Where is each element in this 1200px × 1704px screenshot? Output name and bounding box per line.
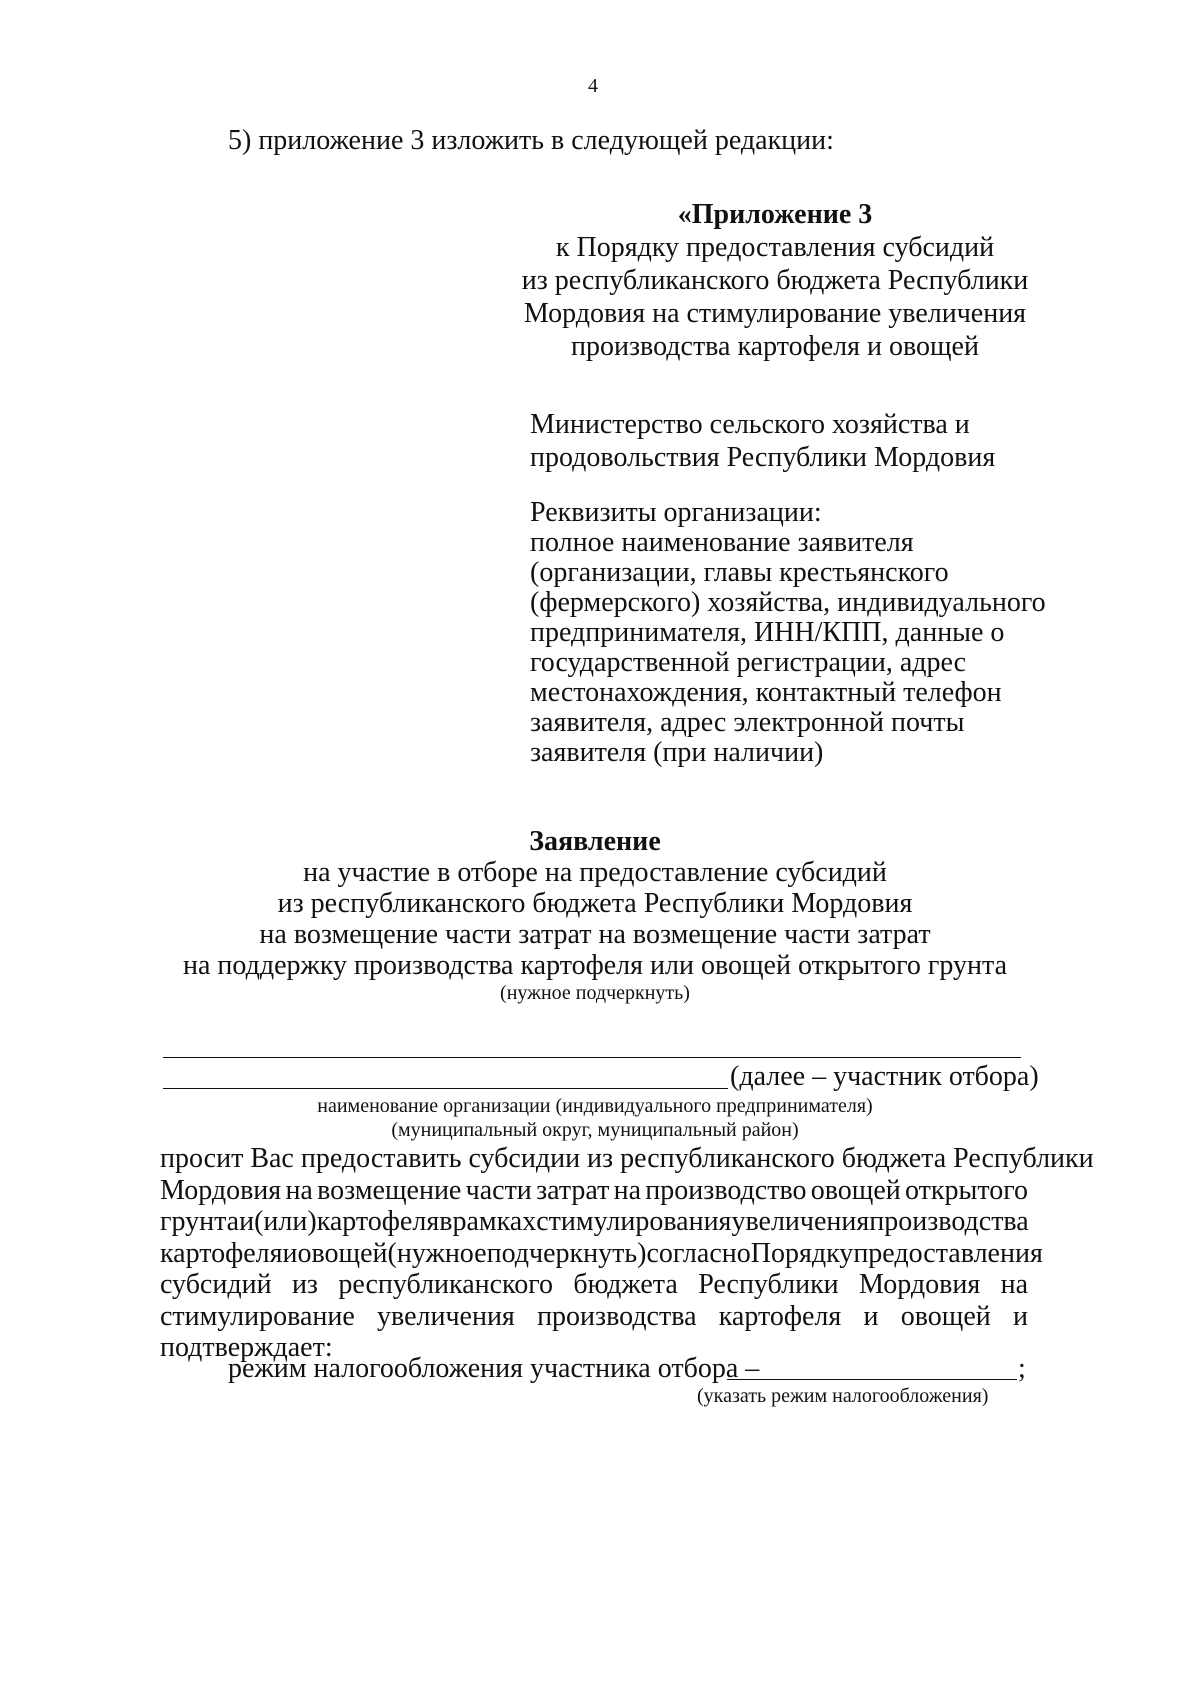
body-word: стимулирование (160, 1300, 355, 1332)
body-word: на (613, 1174, 642, 1206)
appendix-line: к Порядку предоставления субсидий (555, 232, 995, 263)
body-word: (или) (254, 1206, 317, 1237)
form-hint-name: наименование организации (индивидуального предпринимателя) (317, 1095, 873, 1117)
name-blank-line-2 (163, 1088, 728, 1089)
statement-line: из республиканского бюджета Республики Мордовия (277, 888, 913, 919)
statement-title: Заявление (529, 826, 661, 857)
page-number: 4 (588, 75, 598, 97)
body-word: производства (537, 1300, 697, 1332)
body-word: овощей (297, 1237, 388, 1269)
body-line (160, 1269, 1028, 1301)
body-word: производство (645, 1174, 807, 1206)
body-word: субсидий (160, 1269, 272, 1300)
name-blank-line-1 (163, 1057, 1021, 1058)
body-word: увеличения (731, 1206, 870, 1237)
requisites-line: предпринимателя, ИНН/КПП, данные о (530, 617, 1005, 648)
body-word: из (291, 1269, 318, 1300)
tax-blank-line (727, 1379, 1017, 1380)
body-word: картофеля (160, 1237, 283, 1269)
tax-hint: (указать режим налогообложения) (697, 1385, 989, 1407)
requisites-line: местонахождения, контактный телефон (530, 677, 1002, 708)
requisites-line: государственной регистрации, адрес (530, 647, 967, 678)
body-word: республиканского (338, 1269, 554, 1300)
requisites-line: (организации, главы крестьянского (530, 557, 949, 588)
body-word: части (465, 1174, 532, 1206)
requisites-block (530, 498, 1046, 768)
body-word: Мордовия (859, 1269, 981, 1300)
body-word: предоставления (853, 1237, 1043, 1269)
body-word: Республики (698, 1269, 839, 1300)
body-word: просит Вас предоставить субсидии из республиканского бюджета Республики (160, 1143, 1094, 1174)
body-word: овощей (900, 1300, 991, 1332)
body-line (160, 1206, 1028, 1238)
body-word: возмещение (317, 1174, 462, 1206)
participant-label: (далее – участник отбора) (730, 1061, 1039, 1092)
body-word: грунта (160, 1206, 240, 1237)
body-word: согласно (646, 1237, 751, 1269)
body-paragraph (160, 1143, 1094, 1364)
addressee-block (530, 408, 995, 474)
body-word: подчеркнуть) (486, 1237, 647, 1269)
body-line (160, 1237, 1043, 1270)
body-word: и (282, 1237, 298, 1269)
body-word: затрат (536, 1174, 610, 1206)
body-last-line: подтверждает: (160, 1332, 333, 1363)
body-word: бюджета (573, 1269, 678, 1300)
statement-block (160, 826, 1030, 1005)
statement-line: на участие в отборе на предоставление субсидий (303, 857, 887, 888)
body-word: увеличения (377, 1300, 515, 1332)
body-word: и (863, 1300, 879, 1332)
body-word: картофеля (718, 1300, 842, 1332)
requisites-line: заявителя, адрес электронной почты (530, 707, 965, 738)
body-word: открытого (905, 1174, 1028, 1206)
intro-line: 5) приложение 3 изложить в следующей редакции: (228, 125, 834, 156)
body-line (160, 1143, 1094, 1175)
requisites-line: заявителя (при наличии) (530, 737, 824, 768)
form-hint-district: (муниципальный округ, муниципальный район) (391, 1119, 799, 1141)
body-word: и (1012, 1300, 1028, 1332)
statement-line: на поддержку производства картофеля или овощей открытого грунта (182, 950, 1008, 981)
statement-note: (нужное подчеркнуть) (500, 982, 690, 1004)
statement-line: на возмещение части затрат на возмещение части затрат (259, 919, 931, 950)
appendix-title: «Приложение 3 (677, 199, 873, 230)
body-line (160, 1175, 1028, 1207)
body-word: и (239, 1206, 255, 1237)
addressee-line: продовольствия Республики Мордовия (530, 442, 996, 473)
appendix-block (520, 198, 1030, 363)
appendix-line: из республиканского бюджета Республики (521, 265, 1029, 296)
body-word: в (439, 1206, 453, 1237)
body-word: Порядку (750, 1237, 854, 1269)
body-word: рамках (452, 1206, 537, 1237)
body-word: на (1000, 1269, 1028, 1300)
body-word: стимулирования (536, 1206, 732, 1237)
tax-end: ; (1018, 1353, 1026, 1384)
body-word: (нужное (387, 1237, 487, 1269)
body-word: картофеля (316, 1206, 440, 1237)
requisites-line: полное наименование заявителя (530, 527, 914, 558)
body-word: Мордовия (160, 1174, 282, 1206)
body-line (160, 1301, 1028, 1333)
addressee-line: Министерство сельского хозяйства и (530, 409, 970, 440)
body-word: овощей (810, 1174, 901, 1206)
appendix-line: производства картофеля и овощей (571, 331, 979, 362)
body-word: на (285, 1174, 313, 1206)
tax-label: режим налогообложения участника отбора – (228, 1353, 760, 1384)
requisites-line: (фермерского) хозяйства, индивидуального (530, 587, 1046, 618)
appendix-line: Мордовия на стимулирование увеличения (523, 298, 1027, 329)
requisites-line: Реквизиты организации: (530, 497, 822, 528)
body-word: производства (869, 1206, 1029, 1237)
